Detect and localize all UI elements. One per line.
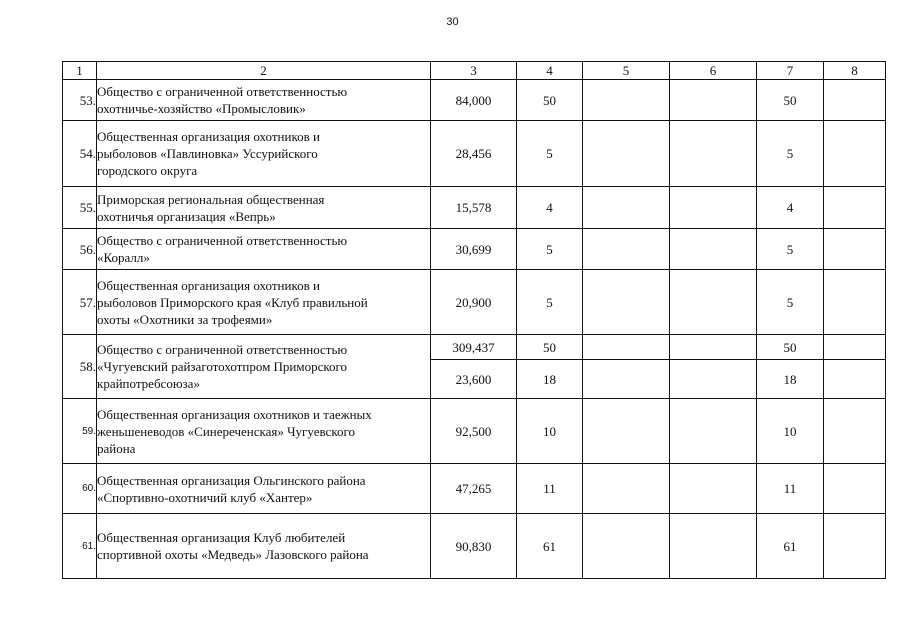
cell-col-6 [670,514,757,579]
table-row [63,270,886,335]
header-col-1: 1 [63,62,97,80]
table-row [63,514,886,579]
cell-col-4: 5 [517,270,583,335]
table-row [63,187,886,229]
row-number: 60. [63,464,97,514]
cell-col-5 [583,80,670,121]
cell-col-7: 5 [757,229,824,270]
organization-name: Общественная организация охотников и таежных женьшеневодов «Синереченская» Чугуевского района [97,399,431,464]
header-col-4: 4 [517,62,583,80]
cell-col-4: 4 [517,187,583,229]
cell-col-4: 11 [517,464,583,514]
cell-col-8 [824,360,886,399]
cell-area: 90,830 [431,514,517,579]
cell-col-8 [824,335,886,360]
cell-col-8 [824,80,886,121]
organization-name: Общество с ограниченной ответственностью охотничье-хозяйство «Промысловик» [97,80,431,121]
cell-col-4: 50 [517,335,583,360]
organization-name: Общественная организация Ольгинского района «Спортивно-охотничий клуб «Хантер» [97,464,431,514]
cell-col-5 [583,121,670,187]
organization-name: Общественная организация охотников и рыболовов Приморского края «Клуб правильной охоты «Охотники за трофеями» [97,270,431,335]
cell-col-8 [824,229,886,270]
cell-col-4: 61 [517,514,583,579]
organization-name: Общественная организация Клуб любителей спортивной охоты «Медведь» Лазовского района [97,514,431,579]
cell-col-6 [670,464,757,514]
organization-name: Общество с ограниченной ответственностью «Коралл» [97,229,431,270]
row-number: 55. [63,187,97,229]
table-row [63,464,886,514]
cell-col-4: 10 [517,399,583,464]
cell-col-8 [824,270,886,335]
header-row [63,62,886,80]
cell-col-7: 50 [757,335,824,360]
cell-col-7: 61 [757,514,824,579]
cell-col-4: 18 [517,360,583,399]
cell-area: 15,578 [431,187,517,229]
cell-col-5 [583,399,670,464]
cell-col-5 [583,514,670,579]
cell-col-8 [824,514,886,579]
cell-col-7: 5 [757,121,824,187]
cell-col-4: 5 [517,121,583,187]
cell-col-7: 18 [757,360,824,399]
table-row [63,399,886,464]
cell-area: 28,456 [431,121,517,187]
cell-col-6 [670,187,757,229]
cell-col-5 [583,464,670,514]
cell-col-8 [824,121,886,187]
organization-name: Приморская региональная общественная охотничья организация «Вепрь» [97,187,431,229]
row-number: 59. [63,399,97,464]
cell-area: 92,500 [431,399,517,464]
table-row [63,80,886,121]
row-number: 56. [63,229,97,270]
row-number: 54. [63,121,97,187]
cell-col-5 [583,229,670,270]
row-number: 61. [63,514,97,579]
cell-area: 23,600 [431,360,517,399]
row-number: 58. [63,335,97,399]
cell-col-5 [583,360,670,399]
cell-area: 309,437 [431,335,517,360]
cell-area: 20,900 [431,270,517,335]
header-col-6: 6 [670,62,757,80]
cell-col-4: 50 [517,80,583,121]
header-col-3: 3 [431,62,517,80]
cell-col-5 [583,187,670,229]
table-row [63,121,886,187]
cell-col-7: 50 [757,80,824,121]
cell-col-4: 5 [517,229,583,270]
cell-col-8 [824,187,886,229]
header-col-2: 2 [97,62,431,80]
table-row [63,229,886,270]
cell-col-7: 5 [757,270,824,335]
cell-col-6 [670,121,757,187]
cell-col-7: 10 [757,399,824,464]
cell-col-6 [670,270,757,335]
cell-col-6 [670,229,757,270]
cell-area: 84,000 [431,80,517,121]
organization-name: Общество с ограниченной ответственностью «Чугуевский райзаготохотпром Приморского крайпотребсоюза» [97,335,431,399]
cell-col-6 [670,80,757,121]
cell-col-7: 4 [757,187,824,229]
cell-col-8 [824,464,886,514]
cell-col-6 [670,335,757,360]
header-col-5: 5 [583,62,670,80]
cell-col-6 [670,360,757,399]
cell-col-8 [824,399,886,464]
cell-area: 30,699 [431,229,517,270]
organization-name: Общественная организация охотников и рыболовов «Павлиновка» Уссурийского городского округа [97,121,431,187]
cell-area: 47,265 [431,464,517,514]
header-col-8: 8 [824,62,886,80]
page-number: 30 [446,16,459,28]
cell-col-6 [670,399,757,464]
cell-col-7: 11 [757,464,824,514]
hunting-grounds-table [62,61,886,579]
row-number: 53. [63,80,97,121]
cell-col-5 [583,335,670,360]
cell-col-5 [583,270,670,335]
table-row [63,335,886,360]
row-number: 57. [63,270,97,335]
header-col-7: 7 [757,62,824,80]
